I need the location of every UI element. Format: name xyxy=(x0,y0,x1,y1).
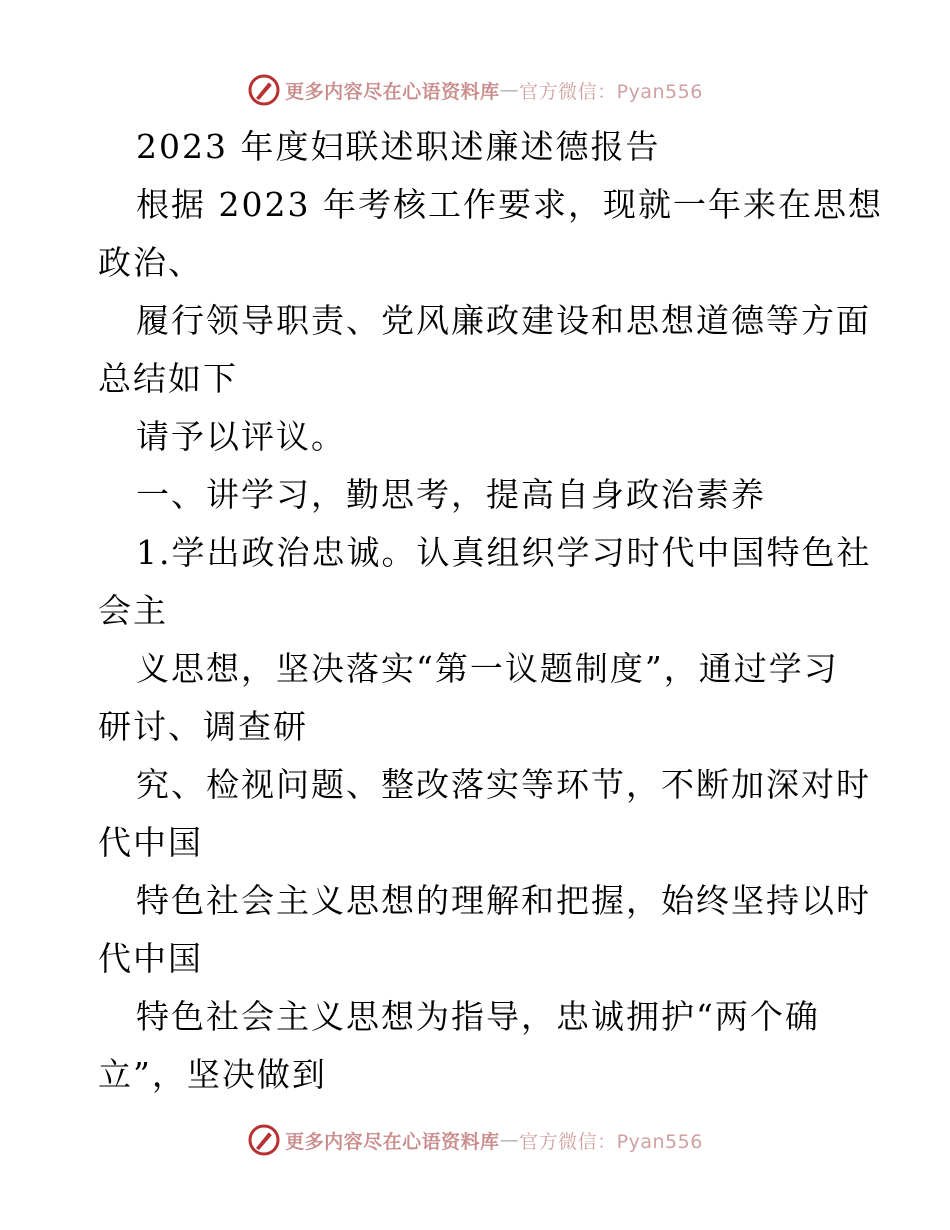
document-line: 研讨、调查研 xyxy=(98,707,308,746)
document-line: 请予以评议。 xyxy=(136,417,346,456)
watermark-text: 更多内容尽在心语资料库 xyxy=(285,80,500,103)
document-line: 一、讲学习，勤思考，提高自身政治素养 xyxy=(136,475,766,514)
document-line: 1.学出政治忠诚。认真组织学习时代中国特色社 xyxy=(136,533,872,572)
watermark-text: 更多内容尽在心语资料库 xyxy=(285,1130,500,1153)
document-line: 政治、 xyxy=(98,243,203,282)
document-line: 特色社会主义思想的理解和把握，始终坚持以时 xyxy=(136,881,871,920)
red-circle-quill-icon xyxy=(247,73,281,107)
header-watermark xyxy=(0,70,950,110)
document-line: 代中国 xyxy=(98,939,203,978)
document-line: 代中国 xyxy=(98,823,203,862)
document-line: 究、检视问题、整改落实等环节，不断加深对时 xyxy=(136,765,871,804)
document-line: 义思想，坚决落实“第一议题制度”，通过学习 xyxy=(136,649,839,688)
document-line: 根据 2023 年考核工作要求，现就一年来在思想 xyxy=(136,185,883,224)
document-line: 特色社会主义思想为指导，忠诚拥护“两个确 xyxy=(136,997,820,1036)
document-line: 总结如下 xyxy=(98,359,238,398)
document-line: 履行领导职责、党风廉政建设和思想道德等方面 xyxy=(136,301,871,340)
watermark-separator: — xyxy=(499,1129,520,1151)
footer-watermark xyxy=(0,1120,950,1160)
watermark-wechat: 官方微信：Pyan556 xyxy=(519,1130,703,1153)
document-line: 2023 年度妇联述职述廉述德报告 xyxy=(136,127,661,166)
document-body xyxy=(98,118,883,1104)
document-line: 会主 xyxy=(98,591,168,630)
document-line: 立”，坚决做到 xyxy=(98,1055,327,1094)
watermark-wechat: 官方微信：Pyan556 xyxy=(519,80,703,103)
red-circle-quill-icon xyxy=(247,1123,281,1157)
watermark-separator: — xyxy=(499,79,520,101)
